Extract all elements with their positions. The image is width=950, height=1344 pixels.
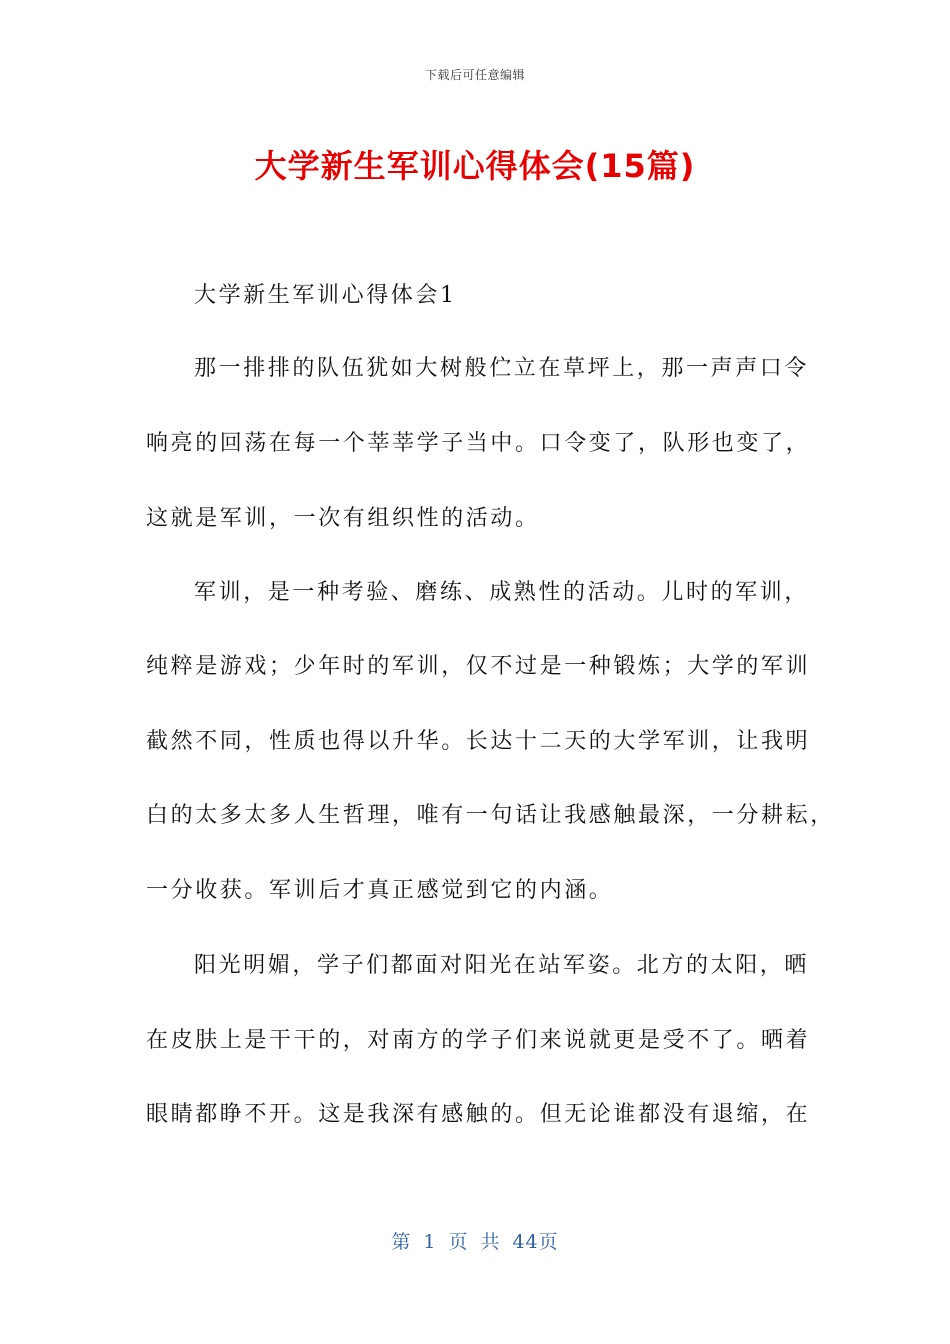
page-footer [0,1227,950,1254]
paragraph-line: 军训，是一种考验、磨练、成熟性的活动。儿时的军训， [194,580,810,605]
footer-page-number: 1 [423,1231,437,1253]
section-heading: 大学新生军训心得体会1 [194,283,457,308]
paragraph-line: 眼睛都睁不开。这是我深有感触的。但无论谁都没有退缩，在 [146,1102,811,1127]
footer-di: 第 [391,1231,412,1253]
page-header-note: 下载后可任意编辑 [424,68,525,82]
paragraph-line: 一分收获。军训后才真正感觉到它的内涵。 [146,878,614,903]
footer-ye: 页 [448,1231,469,1253]
paragraph-line: 那一排排的队伍犹如大树般伫立在草坪上，那一声声口令 [194,356,810,381]
footer-gong: 共 [480,1231,501,1253]
paragraph-line: 纯粹是游戏；少年时的军训，仅不过是一种锻炼；大学的军训 [146,654,811,679]
paragraph-line: 在皮肤上是干干的，对南方的学子们来说就更是受不了。晒着 [146,1028,811,1053]
paragraph-line: 响亮的回荡在每一个莘莘学子当中。口令变了，队形也变了， [146,431,811,456]
paragraph-line: 阳光明媚，学子们都面对阳光在站军姿。北方的太阳，晒 [194,953,810,978]
paragraph-line: 白的太多太多人生哲理，唯有一句话让我感触最深，一分耕耘， [146,803,835,828]
document-title: 大学新生军训心得体会(15篇) [254,147,696,185]
footer-total-pages: 44页 [512,1231,559,1253]
paragraph-line: 这就是军训，一次有组织性的活动。 [146,506,540,531]
paragraph-line: 截然不同，性质也得以升华。长达十二天的大学军训，让我明 [146,729,811,754]
